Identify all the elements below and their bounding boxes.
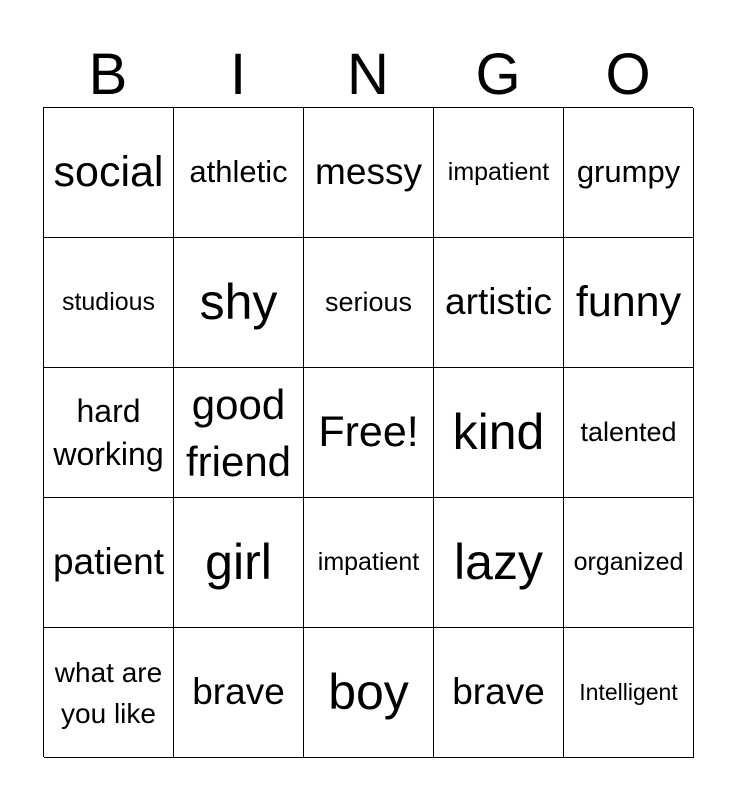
cell-text: boy [328,664,409,720]
cell-text: organized [573,547,684,576]
cell-text: what are you like [54,656,163,729]
cell-text: serious [324,286,413,317]
bingo-cell[interactable] [44,108,174,238]
bingo-cell[interactable] [174,108,304,238]
cell-text: talented [580,416,677,447]
cell-text: grumpy [576,154,681,190]
bingo-cell[interactable] [44,238,174,368]
bingo-cell[interactable] [564,628,694,758]
bingo-cell[interactable] [434,628,564,758]
cell-text: girl [205,534,272,590]
bingo-cell[interactable] [434,238,564,368]
cell-text: brave [192,671,285,713]
bingo-cell[interactable] [174,238,304,368]
cell-text: studious [61,287,156,316]
bingo-cell[interactable] [564,368,694,498]
cell-text: social [53,147,164,196]
bingo-cell[interactable] [564,108,694,238]
bingo-cell[interactable] [174,368,304,498]
header-letter-n: N [347,42,389,107]
cell-text: hard working [53,392,164,472]
cell-text: kind [452,404,545,460]
bingo-cell[interactable] [44,628,174,758]
free-space-cell[interactable] [304,368,434,498]
cell-text: impatient [317,547,420,576]
bingo-cell[interactable] [564,238,694,368]
header-letter-g: G [475,42,521,107]
cell-text: lazy [454,534,543,590]
cell-text: Free! [318,407,419,456]
bingo-cell[interactable] [434,108,564,238]
cell-text: brave [452,671,545,713]
bingo-cell[interactable] [434,368,564,498]
cell-text: good friend [185,380,292,485]
header-letter-b: B [88,42,128,107]
cell-text: shy [199,274,278,330]
header-letter-i: I [229,42,247,107]
bingo-cell[interactable] [304,238,434,368]
header-letter-o: O [605,42,651,107]
bingo-cell[interactable] [44,498,174,628]
bingo-header [43,42,693,108]
cell-text: athletic [189,154,288,190]
bingo-cell[interactable] [304,628,434,758]
bingo-cell[interactable] [174,498,304,628]
bingo-cell[interactable] [44,368,174,498]
bingo-board [43,107,693,757]
cell-text: Intelligent [579,678,678,705]
bingo-cell[interactable] [304,108,434,238]
cell-text: impatient [447,157,550,186]
bingo-cell[interactable] [304,498,434,628]
bingo-cell[interactable] [564,498,694,628]
cell-text: artistic [445,281,552,323]
bingo-cell[interactable] [174,628,304,758]
cell-text: patient [52,541,165,583]
cell-text: funny [575,277,682,326]
bingo-cell[interactable] [434,498,564,628]
cell-text: messy [315,151,422,193]
